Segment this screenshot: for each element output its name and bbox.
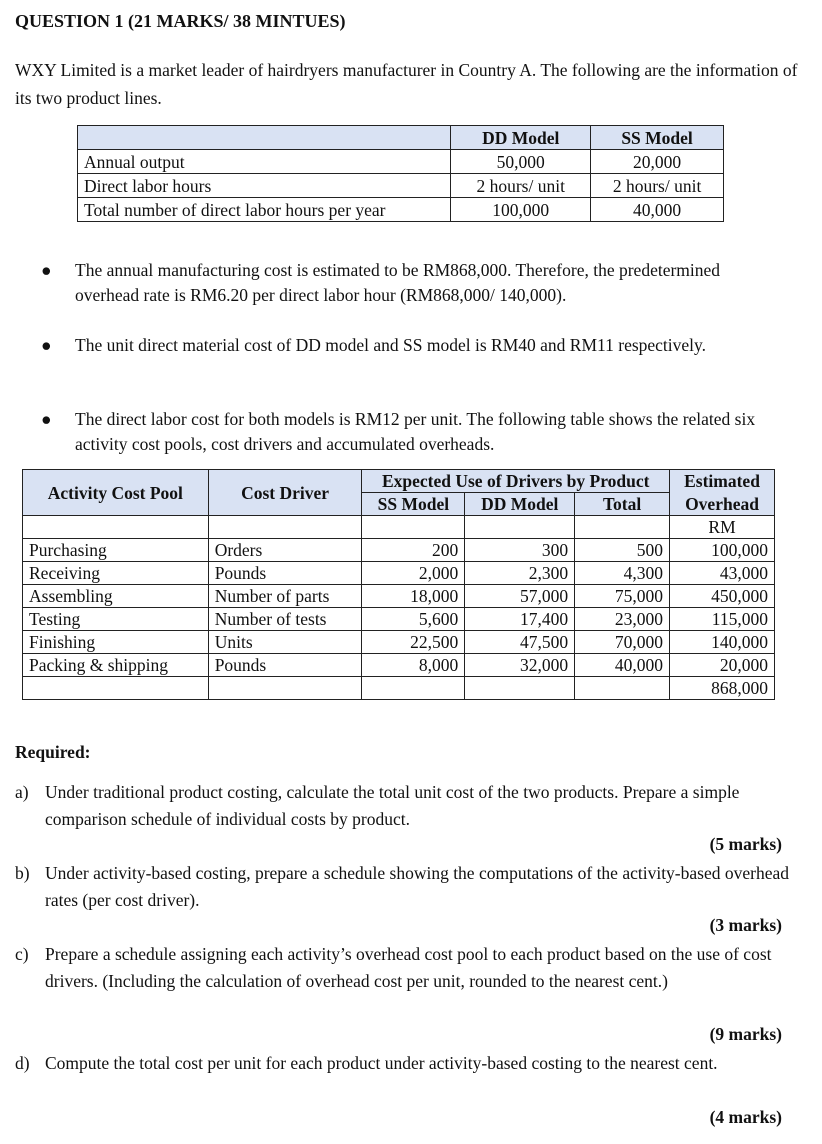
- table-cell: 18,000: [362, 585, 465, 608]
- table-cell: Annual output: [78, 150, 451, 174]
- table-cell: Finishing: [23, 631, 209, 654]
- table-cell: 50,000: [451, 150, 591, 174]
- table-cell: 2 hours/ unit: [451, 174, 591, 198]
- bullet-dot-icon: ●: [41, 260, 52, 280]
- table-row: [78, 174, 724, 198]
- intro-paragraph: WXY Limited is a market leader of hairdryers manufacturer in Country A. The following are the information of its two product lines.: [15, 60, 798, 108]
- table-cell: 20,000: [591, 150, 724, 174]
- table-cell: 2,300: [465, 562, 575, 585]
- marks-label: (5 marks): [709, 834, 782, 854]
- table-cell: 43,000: [670, 562, 775, 585]
- table-cell: 40,000: [591, 198, 724, 222]
- table-cell: Number of tests: [208, 608, 362, 631]
- question-label: a): [15, 782, 29, 802]
- table-cell: 17,400: [465, 608, 575, 631]
- table-cell: 2,000: [362, 562, 465, 585]
- table-cell: 57,000: [465, 585, 575, 608]
- question-title: QUESTION 1 (21 MARKS/ 38 MINTUES): [15, 11, 346, 31]
- table-row: [78, 150, 724, 174]
- header-cell: SS Model: [591, 126, 724, 150]
- table-cell: 300: [465, 539, 575, 562]
- table-row: [23, 562, 775, 585]
- table-cell: 100,000: [670, 539, 775, 562]
- table-cell: 2 hours/ unit: [591, 174, 724, 198]
- table-row: [23, 539, 775, 562]
- header-cell: Estimated: [670, 470, 775, 493]
- header-group-cell: Expected Use of Drivers by Product: [362, 470, 670, 493]
- header-cell: Cost Driver: [208, 470, 362, 516]
- table-cell: Pounds: [208, 562, 362, 585]
- bullet-text: The unit direct material cost of DD model and SS model is RM40 and RM11 respectively.: [75, 335, 707, 355]
- marks-label: (4 marks): [709, 1107, 782, 1127]
- table-row: [23, 608, 775, 631]
- table-cell: Packing & shipping: [23, 654, 209, 677]
- header-cell: [78, 126, 451, 150]
- header-cell: Total: [575, 493, 670, 516]
- table-cell: 40,000: [575, 654, 670, 677]
- table-cell: Purchasing: [23, 539, 209, 562]
- table-cell: 32,000: [465, 654, 575, 677]
- question-label: d): [15, 1053, 30, 1073]
- header-cell: DD Model: [451, 126, 591, 150]
- question-text: Under traditional product costing, calculate the total unit cost of the two products. Prepare a simple comparison schedule of individual costs by product.: [45, 782, 740, 829]
- table-cell: 8,000: [362, 654, 465, 677]
- table-row: [23, 654, 775, 677]
- header-cell: Activity Cost Pool: [23, 470, 209, 516]
- table-cell: Total number of direct labor hours per year: [78, 198, 451, 222]
- table-row: [23, 585, 775, 608]
- table-cell: 4,300: [575, 562, 670, 585]
- header-cell: DD Model: [465, 493, 575, 516]
- table-header-row: [23, 470, 775, 493]
- unit-label: RM: [670, 516, 775, 539]
- bullet-text: The direct labor cost for both models is RM12 per unit. The following table shows the related six activity cost pools, cost drivers and accumulated overheads.: [75, 409, 756, 454]
- table-cell: 450,000: [670, 585, 775, 608]
- question-label: b): [15, 863, 30, 883]
- table-cell: 115,000: [670, 608, 775, 631]
- table-cell: 70,000: [575, 631, 670, 654]
- table-cell: Testing: [23, 608, 209, 631]
- table-total-row: [23, 677, 775, 700]
- table-cell: 22,500: [362, 631, 465, 654]
- table-cell: Direct labor hours: [78, 174, 451, 198]
- table-cell: 47,500: [465, 631, 575, 654]
- table-cell: Orders: [208, 539, 362, 562]
- question-label: c): [15, 944, 29, 964]
- table-cell: 20,000: [670, 654, 775, 677]
- question-text: Prepare a schedule assigning each activity’s overhead cost pool to each product based on the use of cost drivers. (Including the calculation of overhead cost per unit, rounded to the nearest cent.): [45, 944, 772, 991]
- table-cell: Number of parts: [208, 585, 362, 608]
- total-overhead: 868,000: [670, 677, 775, 700]
- marks-label: (9 marks): [709, 1024, 782, 1044]
- table-cell: Assembling: [23, 585, 209, 608]
- required-heading: Required:: [15, 742, 91, 762]
- bullet-dot-icon: ●: [41, 335, 52, 355]
- table-row: [23, 516, 775, 539]
- question-text: Under activity-based costing, prepare a schedule showing the computations of the activity-based overhead rates (per cost driver).: [45, 863, 789, 910]
- table-cell: Units: [208, 631, 362, 654]
- marks-label: (3 marks): [709, 915, 782, 935]
- question-text: Compute the total cost per unit for each product under activity-based costing to the nearest cent.: [45, 1053, 718, 1073]
- activity-cost-table: [22, 469, 775, 700]
- table-cell: 23,000: [575, 608, 670, 631]
- table-row: [23, 631, 775, 654]
- table-cell: 75,000: [575, 585, 670, 608]
- table-cell: Receiving: [23, 562, 209, 585]
- bullet-text: The annual manufacturing cost is estimated to be RM868,000. Therefore, the predetermined overhead rate is RM6.20 per direct labor hour (RM868,000/ 140,000).: [75, 260, 721, 305]
- header-cell: SS Model: [362, 493, 465, 516]
- table-header-row: [78, 126, 724, 150]
- table-cell: Pounds: [208, 654, 362, 677]
- table-cell: 5,600: [362, 608, 465, 631]
- table-cell: 500: [575, 539, 670, 562]
- header-cell: Overhead: [670, 493, 775, 516]
- product-lines-table: [77, 125, 724, 222]
- table-cell: 100,000: [451, 198, 591, 222]
- table-cell: 200: [362, 539, 465, 562]
- bullet-dot-icon: ●: [41, 409, 52, 429]
- table-row: [78, 198, 724, 222]
- table-cell: 140,000: [670, 631, 775, 654]
